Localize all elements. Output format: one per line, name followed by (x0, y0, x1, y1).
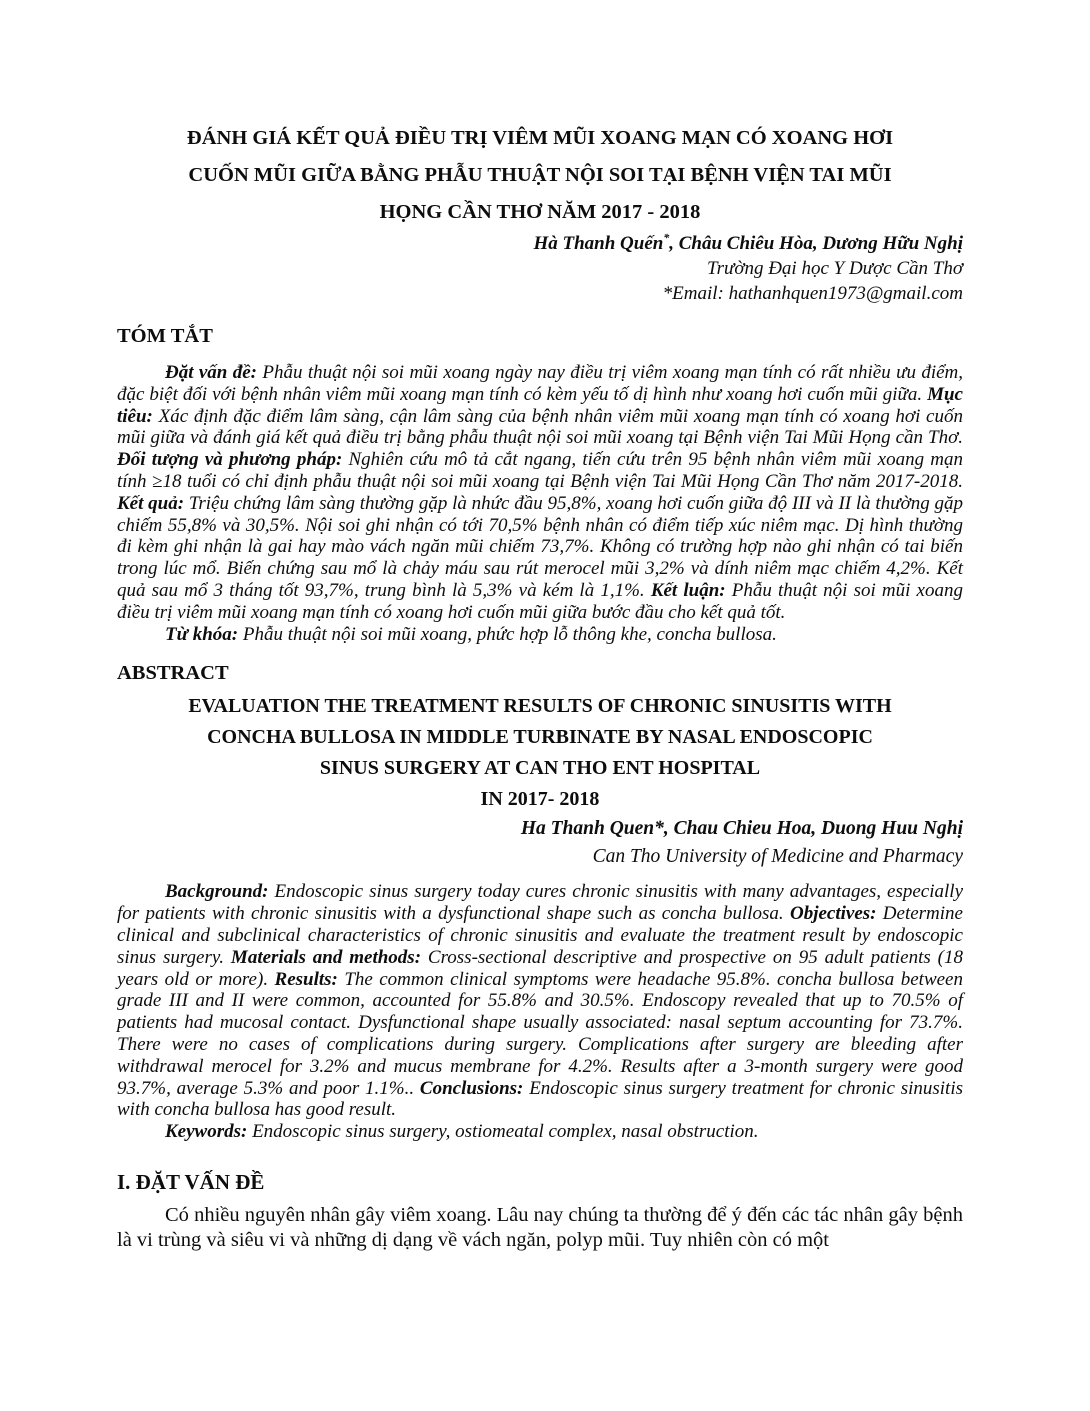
authors-en: Ha Thanh Quen*, Chau Chieu Hoa, Duong Huu Nghị (520, 818, 963, 840)
paper-title-en: EVALUATION THE TREATMENT RESULTS OF CHRONIC SINUSITIS WITH CONCHA BULLOSA IN MIDDLE TURBINATE BY NASAL ENDOSCOPIC SINUS SURGERY AT CAN THO ENT HOSPITAL IN 2017- 2018 (188, 695, 892, 811)
tom-tat-heading: TÓM TẮT (117, 325, 213, 347)
abstract-body: Background: Endoscopic sinus surgery today cures chronic sinusitis with many advantages, especially for patients with chronic sinusitis with a dysfunctional shape such as concha bullosa. Objectives: Determine clinical and subclinical characteristics of chronic sinusitis and evaluate the treatment result by endoscopic sinus surgery. Materials and methods: Cross-sectional descriptive and prospective on 95 adult patients (18 years old or more). Results: The common clinical symptoms were headache 95.8%. concha bullosa between grade III and II were common, accounted for 55.8% and 30.5%. Endoscopy revealed that up to 70.5% of patients had mucosal contact. Dysfunctional shape usually associated: nasal septum accounting for 73.7%. There were no cases of complications during surgery. Complications after surgery are bleeding after withdrawal merocel for 3.2% and mucus membrane for 4.2%. Results after a 3-month surgery were good 93.7%, average 5.3% and poor 1.1%.. Conclusions: Endoscopic sinus surgery treatment for chronic sinusitis with concha bullosa has good result. (117, 881, 963, 1121)
section-1-paragraph: Có nhiều nguyên nhân gây viêm xoang. Lâu nay chúng ta thường để ý đến các tác nhân gây bệnh là vi trùng và siêu vi và những dị dạng về vách ngăn, polyp mũi. Tuy nhiên còn có một (117, 1203, 963, 1252)
email-line: *Email: hathanhquen1973@gmail.com (662, 283, 963, 304)
paper-title-vi: ĐÁNH GIÁ KẾT QUẢ ĐIỀU TRỊ VIÊM MŨI XOANG MẠN CÓ XOANG HƠI CUỐN MŨI GIỮA BẰNG PHẪU THUẬT NỘI SOI TẠI BỆNH VIỆN TAI MŨI HỌNG CẦN THƠ NĂM 2017 - 2018 (186, 127, 894, 223)
affiliation-vi: Trường Đại học Y Dược Cần Thơ (707, 258, 963, 279)
section-1-heading: I. ĐẶT VẤN ĐỀ (117, 1169, 265, 1194)
affiliation-en: Can Tho University of Medicine and Pharmacy (592, 846, 963, 868)
abstract-keywords: Keywords: Endoscopic sinus surgery, ostiomeatal complex, nasal obstruction. (165, 1121, 759, 1143)
tom-tat-keywords: Từ khóa: Phẫu thuật nội soi mũi xoang, phức hợp lỗ thông khe, concha bullosa. (165, 623, 777, 645)
abstract-heading: ABSTRACT (117, 662, 229, 685)
tom-tat-body: Đặt vấn đề: Phẫu thuật nội soi mũi xoang ngày nay điều trị viêm xoang mạn tính có rất nhiều ưu điểm, đặc biệt đối với bệnh nhân viêm mũi xoang mạn tính có kèm yếu tố dị hình như xoang hơi cuốn mũi giữa. Mục tiêu: Xác định đặc điểm lâm sàng, cận lâm sàng của bệnh nhân viêm mũi xoang mạn tính có xoang hơi cuốn mũi giữa và đánh giá kết quả điều trị bằng phẫu thuật nội soi mũi xoang tại Bệnh viện Tai Mũi Họng cần Thơ. Đối tượng và phương pháp: Nghiên cứu mô tả cắt ngang, tiến cứu trên 95 bệnh nhân viêm mũi xoang mạn tính ≥18 tuổi có chỉ định phẫu thuật nội soi mũi xoang tại Bệnh viện Tai Mũi Họng Cần Thơ năm 2017-2018. Kết quả: Triệu chứng lâm sàng thường gặp là nhức đầu 95,8%, xoang hơi cuốn giữa độ III và II là thường gặp chiếm 55,8% và 30,5%. Nội soi ghi nhận có tới 70,5% bệnh nhân có điểm tiếp xúc niêm mạc. Dị hình thường đi kèm ghi nhận là gai hay mào vách ngăn mũi chiếm 73,7%. Không có trường hợp nào ghi nhận có tai biến trong lúc mổ. Biến chứng sau mổ là chảy máu sau rút merocel mũi 3,2% và dính niêm mạc chiếm 4,2%. Kết quả sau mổ 3 tháng tốt 93,7%, trung bình là 5,3% và kém là 1,1%. Kết luận: Phẫu thuật nội soi mũi xoang điều trị viêm mũi xoang mạn tính có xoang hơi cuốn mũi giữa bước đầu cho kết quả tốt. (117, 362, 963, 623)
authors-vi: Hà Thanh Quến*, Châu Chiêu Hòa, Dương Hữu Nghị (533, 231, 963, 254)
